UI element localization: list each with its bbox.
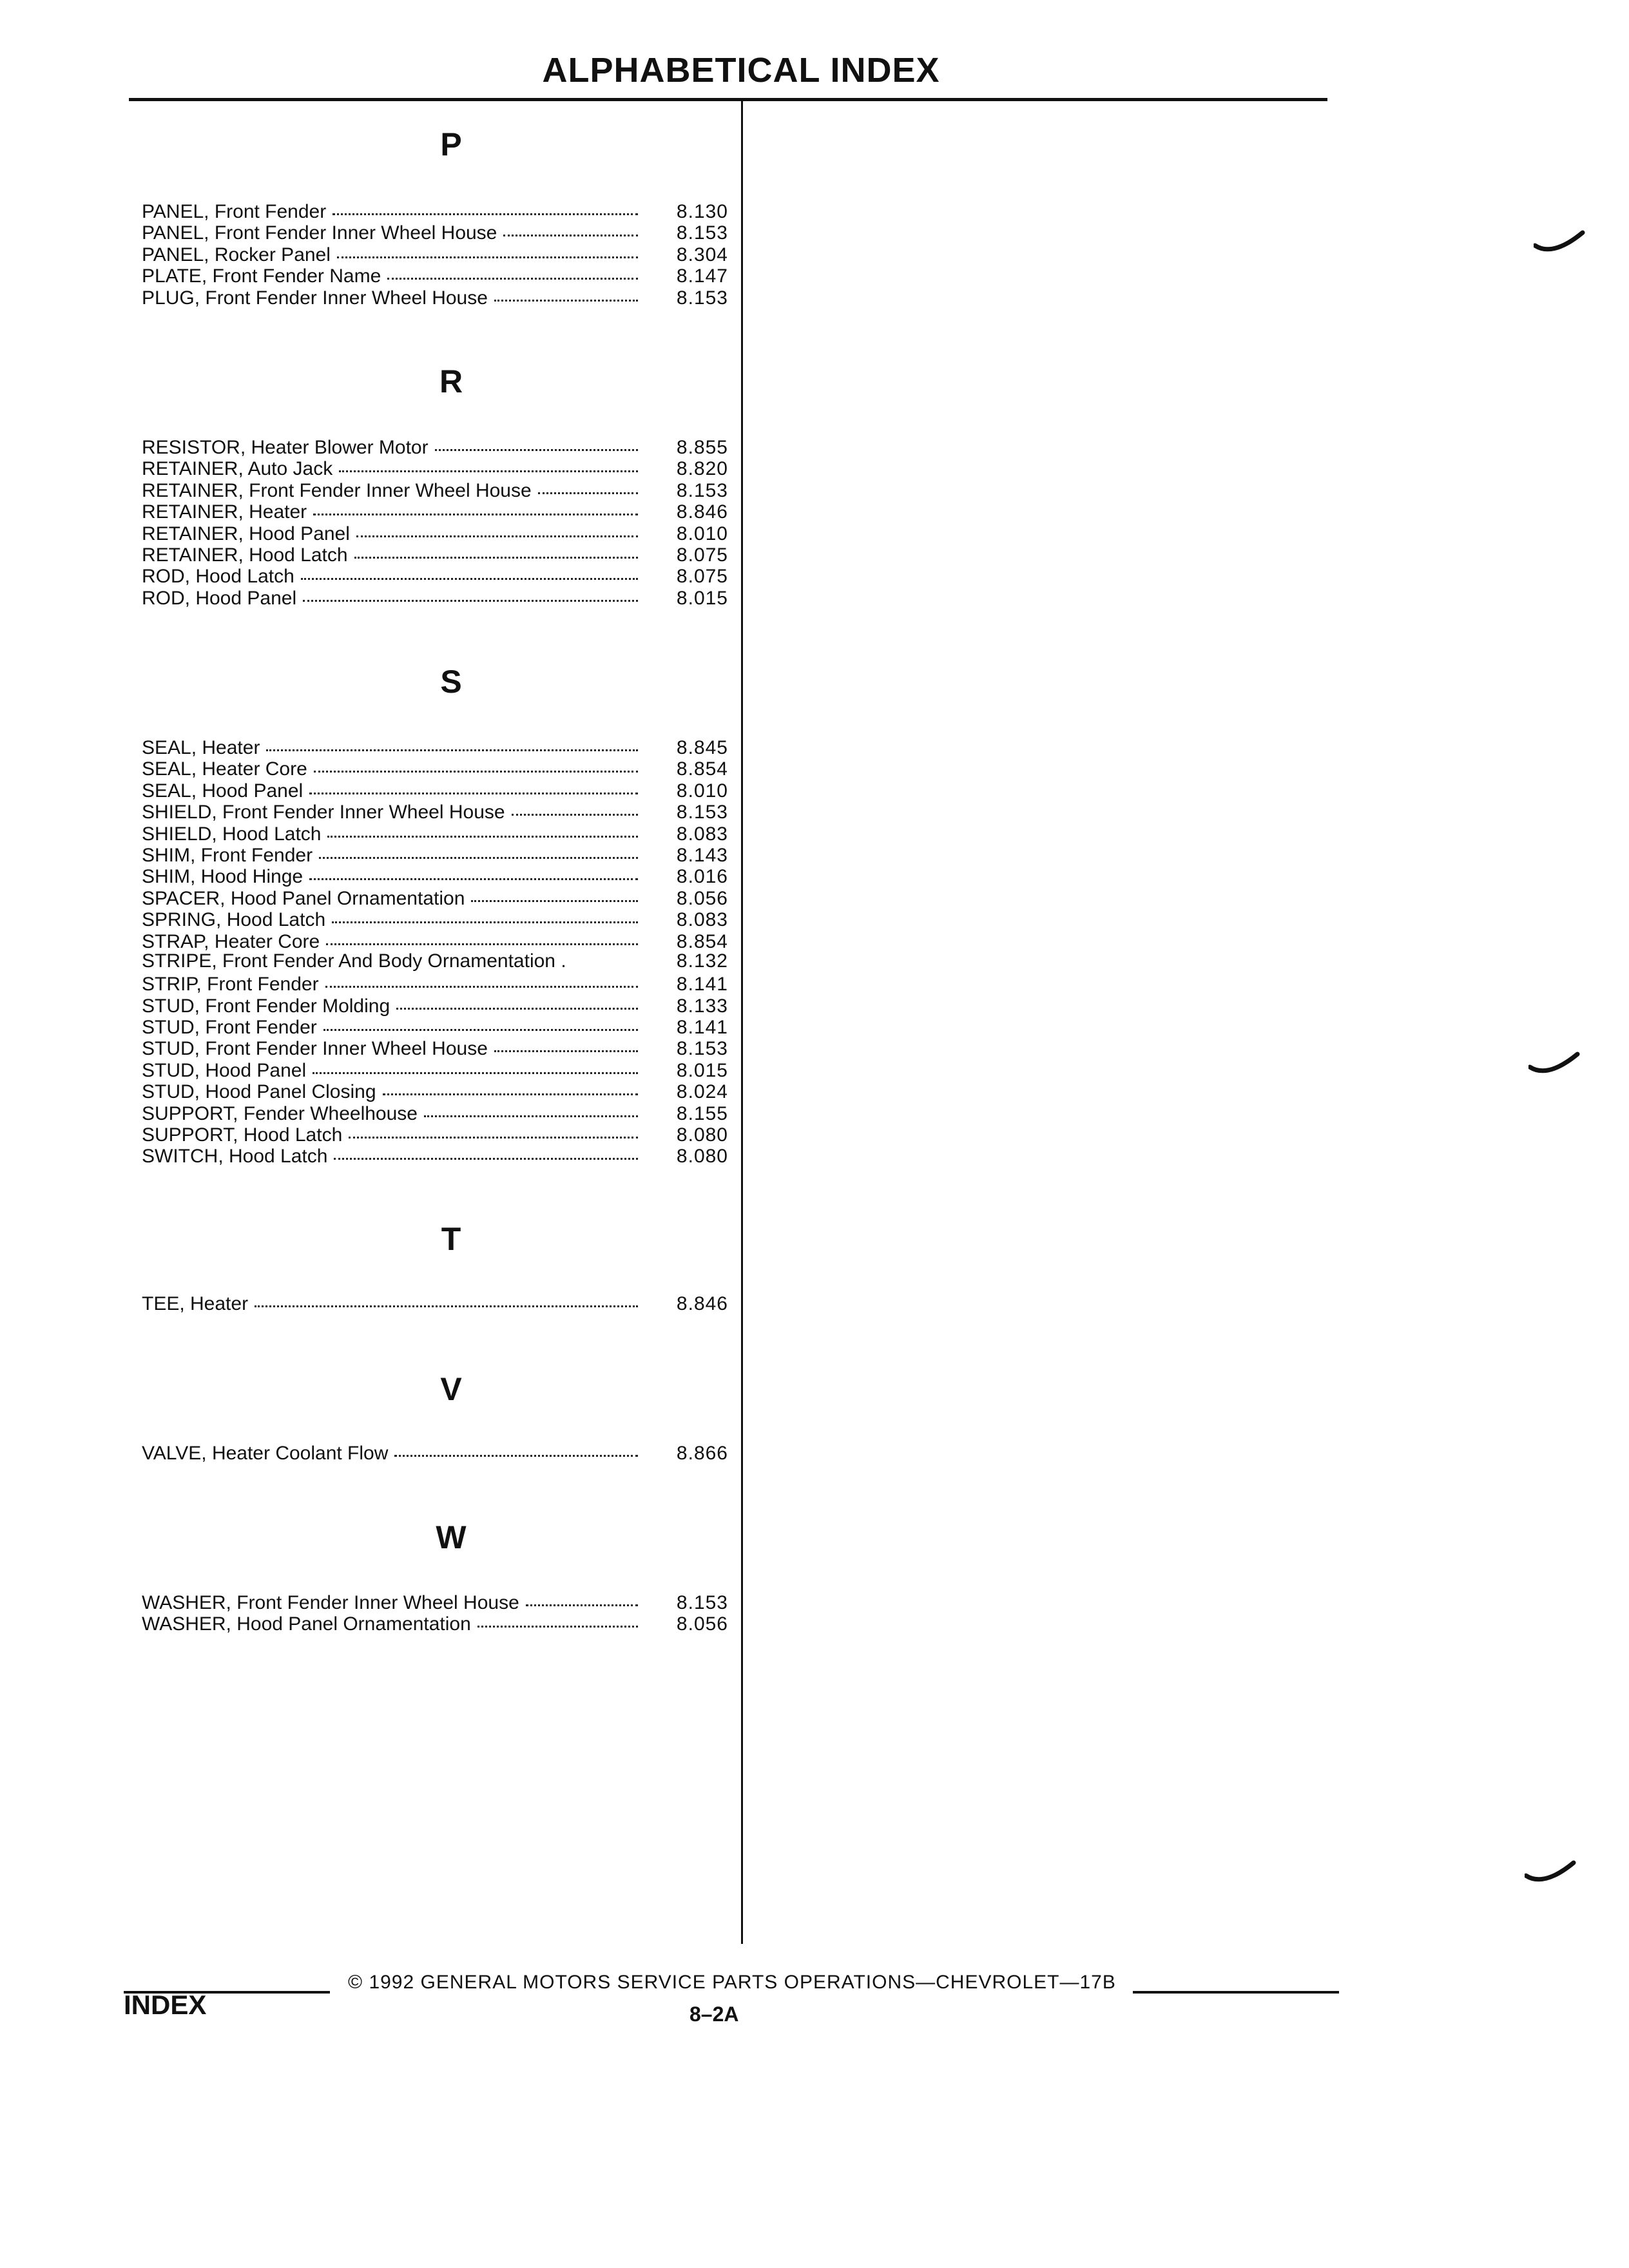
entry-page: 8.854 bbox=[676, 758, 728, 780]
footer-rule-right bbox=[1133, 1991, 1339, 1994]
dot-leader bbox=[332, 902, 638, 923]
entry-item: WASHER, Hood Panel Ornamentation bbox=[142, 1613, 471, 1635]
entry-item: PLUG, Front Fender Inner Wheel House bbox=[142, 287, 488, 309]
dot-leader bbox=[255, 1286, 638, 1307]
dot-leader bbox=[538, 473, 638, 494]
index-entry bbox=[142, 432, 728, 458]
entry-item: SEAL, Heater Core bbox=[142, 758, 307, 780]
entry-item: STUD, Front Fender Molding bbox=[142, 995, 390, 1017]
entry-item: STUD, Hood Panel Closing bbox=[142, 1081, 376, 1103]
dot-leader bbox=[325, 966, 638, 988]
index-entry bbox=[142, 733, 728, 758]
index-entry bbox=[142, 1289, 728, 1314]
dot-leader bbox=[394, 1436, 638, 1457]
entry-list bbox=[142, 1588, 728, 1635]
entry-item: SWITCH, Hood Latch bbox=[142, 1146, 328, 1168]
entry-page: 8.866 bbox=[676, 1443, 728, 1464]
entry-page: 8.153 bbox=[676, 802, 728, 823]
entry-page: 8.304 bbox=[676, 244, 728, 265]
entry-page: 8.153 bbox=[676, 479, 728, 501]
dot-leader bbox=[477, 1606, 638, 1628]
entry-page: 8.132 bbox=[676, 950, 728, 972]
dot-leader bbox=[326, 924, 638, 945]
entry-page: 8.845 bbox=[676, 737, 728, 758]
dot-leader bbox=[301, 559, 638, 580]
entry-item: STRAP, Heater Core bbox=[142, 930, 320, 952]
entry-item: PLATE, Front Fender Name bbox=[142, 265, 381, 287]
index-entry bbox=[142, 197, 728, 222]
entry-item: PANEL, Front Fender Inner Wheel House bbox=[142, 222, 497, 244]
dot-leader bbox=[309, 859, 638, 880]
dot-leader bbox=[313, 1053, 638, 1074]
dot-leader bbox=[333, 194, 638, 215]
entry-item: STUD, Hood Panel bbox=[142, 1059, 307, 1081]
index-entry bbox=[142, 969, 728, 995]
entry-page: 8.083 bbox=[676, 823, 728, 845]
entry-item: ROD, Hood Panel bbox=[142, 587, 297, 609]
entry-item: SPRING, Hood Latch bbox=[142, 909, 326, 931]
entry-page: 8.056 bbox=[676, 1613, 728, 1635]
entry-item: RETAINER, Hood Panel bbox=[142, 523, 350, 544]
entry-list bbox=[142, 733, 728, 1168]
entry-page: 8.080 bbox=[676, 1146, 728, 1168]
entry-page: 8.075 bbox=[676, 566, 728, 588]
entry-page: 8.855 bbox=[676, 437, 728, 458]
dot-leader bbox=[266, 730, 638, 751]
entry-item: SUPPORT, Fender Wheelhouse bbox=[142, 1102, 418, 1124]
entry-item: STRIP, Front Fender bbox=[142, 974, 319, 995]
dot-leader bbox=[309, 773, 638, 794]
entry-item: WASHER, Front Fender Inner Wheel House bbox=[142, 1592, 519, 1613]
index-entry bbox=[142, 1588, 728, 1613]
entry-page: 8.080 bbox=[676, 1124, 728, 1146]
entry-page: 8.153 bbox=[676, 222, 728, 244]
entry-list bbox=[142, 1438, 728, 1464]
entry-page: 8.153 bbox=[676, 287, 728, 309]
header-rule bbox=[129, 98, 1327, 101]
entry-page: 8.016 bbox=[676, 866, 728, 888]
binder-ring-mark bbox=[1534, 229, 1585, 255]
entry-page: 8.133 bbox=[676, 995, 728, 1017]
entry-page: 8.141 bbox=[676, 1017, 728, 1039]
section-letter: T bbox=[441, 1221, 461, 1257]
entry-item: STUD, Front Fender Inner Wheel House bbox=[142, 1038, 488, 1060]
entry-page: 8.010 bbox=[676, 780, 728, 802]
entry-page: 8.015 bbox=[676, 587, 728, 609]
footer-copyright: © 1992 GENERAL MOTORS SERVICE PARTS OPERATIONS—CHEVROLET—17B bbox=[348, 1972, 1116, 1993]
entry-page: 8.147 bbox=[676, 265, 728, 287]
entry-page: 8.024 bbox=[676, 1081, 728, 1103]
dot-leader bbox=[349, 1117, 638, 1139]
entry-item: SHIM, Front Fender bbox=[142, 844, 313, 866]
entry-page: 8.083 bbox=[676, 909, 728, 931]
entry-page: 8.141 bbox=[676, 974, 728, 995]
dot-leader bbox=[303, 581, 638, 602]
dot-leader bbox=[319, 838, 638, 859]
entry-page: 8.010 bbox=[676, 523, 728, 544]
dot-leader bbox=[327, 816, 638, 838]
index-entry bbox=[142, 948, 728, 972]
index-entry bbox=[142, 1438, 728, 1464]
entry-page: 8.130 bbox=[676, 201, 728, 222]
entry-item: SHIM, Hood Hinge bbox=[142, 866, 304, 888]
entry-item: SPACER, Hood Panel Ornamentation bbox=[142, 887, 465, 909]
entry-item: VALVE, Heater Coolant Flow bbox=[142, 1443, 389, 1464]
entry-page: 8.153 bbox=[676, 1592, 728, 1613]
entry-item: RETAINER, Auto Jack bbox=[142, 458, 333, 480]
entry-page: 8.015 bbox=[676, 1059, 728, 1081]
entry-page: 8.056 bbox=[676, 887, 728, 909]
binder-ring-mark bbox=[1528, 1050, 1580, 1076]
dot-leader bbox=[512, 794, 638, 816]
entry-item: SHIELD, Front Fender Inner Wheel House bbox=[142, 802, 505, 823]
dot-leader bbox=[314, 751, 638, 773]
entry-item: STRIPE, Front Fender And Body Ornamentation . bbox=[142, 950, 566, 972]
dot-leader bbox=[339, 451, 638, 472]
entry-item: SUPPORT, Hood Latch bbox=[142, 1124, 343, 1146]
dot-leader bbox=[494, 1031, 638, 1052]
dot-leader bbox=[494, 280, 638, 302]
entry-item: STUD, Front Fender bbox=[142, 1017, 317, 1039]
entry-item: TEE, Heater bbox=[142, 1293, 249, 1314]
dot-leader bbox=[503, 215, 638, 236]
footer-section-label: INDEX bbox=[124, 1990, 207, 2020]
footer-page-number: 8–2A bbox=[689, 2003, 739, 2026]
entry-item: PANEL, Rocker Panel bbox=[142, 244, 331, 265]
section-letter: R bbox=[439, 363, 463, 399]
entry-item: SEAL, Heater bbox=[142, 737, 260, 758]
dot-leader bbox=[337, 237, 638, 258]
binder-ring-mark bbox=[1525, 1859, 1576, 1885]
section-letter: S bbox=[440, 664, 462, 700]
entry-list bbox=[142, 432, 728, 609]
dot-leader bbox=[526, 1585, 638, 1606]
entry-item: PANEL, Front Fender bbox=[142, 201, 327, 222]
dot-leader bbox=[383, 1074, 638, 1095]
entry-page: 8.846 bbox=[676, 1293, 728, 1314]
entry-item: RETAINER, Heater bbox=[142, 501, 307, 523]
dot-leader bbox=[313, 494, 638, 515]
entry-page: 8.153 bbox=[676, 1038, 728, 1060]
dot-leader bbox=[356, 516, 638, 537]
dot-leader bbox=[323, 1010, 638, 1031]
entry-item: RETAINER, Hood Latch bbox=[142, 544, 348, 566]
dot-leader bbox=[334, 1139, 638, 1160]
entry-page: 8.846 bbox=[676, 501, 728, 523]
entry-page: 8.820 bbox=[676, 458, 728, 480]
entry-item: RESISTOR, Heater Blower Motor bbox=[142, 437, 429, 458]
entry-item: SHIELD, Hood Latch bbox=[142, 823, 322, 845]
dot-leader bbox=[354, 537, 638, 559]
dot-leader bbox=[396, 988, 638, 1010]
entry-item: SEAL, Hood Panel bbox=[142, 780, 304, 802]
dot-leader bbox=[387, 258, 638, 280]
entry-page: 8.155 bbox=[676, 1102, 728, 1124]
entry-list bbox=[142, 1289, 728, 1314]
column-divider bbox=[741, 98, 743, 1944]
entry-page: 8.075 bbox=[676, 544, 728, 566]
entry-item: RETAINER, Front Fender Inner Wheel House bbox=[142, 479, 532, 501]
dot-leader bbox=[435, 430, 638, 451]
entry-page: 8.854 bbox=[676, 930, 728, 952]
entry-item: ROD, Hood Latch bbox=[142, 566, 294, 588]
section-letter: V bbox=[440, 1371, 462, 1407]
section-letter: P bbox=[440, 126, 462, 162]
entry-list bbox=[142, 197, 728, 309]
dot-leader bbox=[573, 945, 638, 965]
section-letter: W bbox=[436, 1519, 467, 1555]
dot-leader bbox=[471, 881, 638, 902]
dot-leader bbox=[424, 1096, 638, 1117]
page-title: ALPHABETICAL INDEX bbox=[542, 51, 940, 90]
entry-page: 8.143 bbox=[676, 844, 728, 866]
